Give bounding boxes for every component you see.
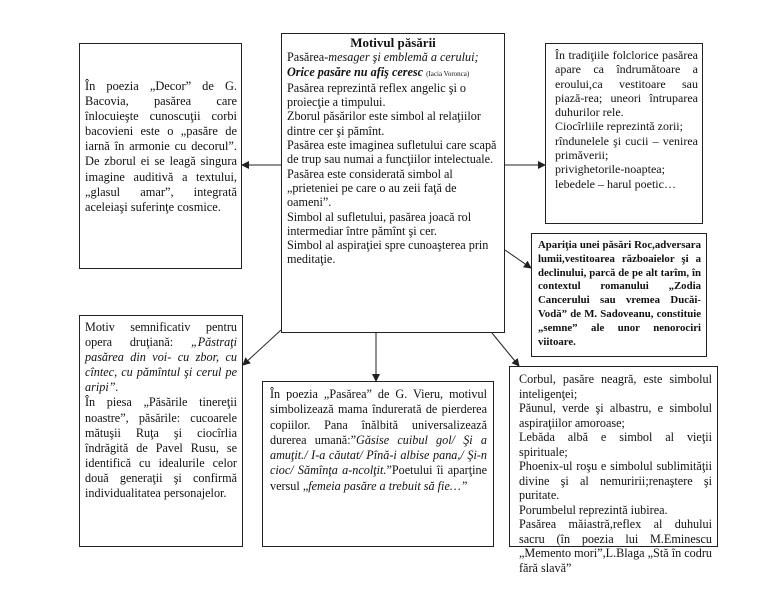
center-line-3: Pasărea reprezintă reflex angelic şi o proiecţie a timpului. xyxy=(287,80,466,110)
right-bottom-box xyxy=(509,366,718,575)
right-bottom-line-1: Corbul, pasăre neagră, este simbolul inteligenţei; xyxy=(519,372,712,401)
left-bottom-quote: „Păstraţi pasărea din voi- cu zbor, cu cîntec, cu pămîntul şi cerul pe aripi”. xyxy=(85,335,237,395)
center-line-8: Simbol al aspiraţiei spre cunoaşterea prin meditaţie. xyxy=(287,238,489,267)
center-title: Motivul păsării xyxy=(350,35,436,50)
left-top-box xyxy=(79,43,242,269)
center-box xyxy=(281,33,505,333)
right-top-line-3: rîndunelele şi cucii – venirea primăverii; xyxy=(555,133,698,163)
center-bottom-text-2: ”Poetului îi aparţine versul „ xyxy=(270,463,487,493)
center-line-2 xyxy=(287,65,499,81)
left-bottom-box xyxy=(79,315,243,547)
right-top-line-1: În tradiţiile folclorice pasărea apare ca îndrumătoare a eroului,ca vestitoare sau piază-rea; uneori întruparea duhurilor rele. xyxy=(555,48,698,120)
center-line-2-bold: Orice pasăre nu afiş ceresc xyxy=(287,64,424,79)
right-middle-box xyxy=(531,233,707,357)
right-top-line-4: privighetorile-noaptea; xyxy=(555,162,665,177)
right-top-line-5: lebedele – harul poetic… xyxy=(555,176,676,191)
right-bottom-line-5: Porumbelul reprezintă iubirea. xyxy=(519,502,668,517)
right-top-box xyxy=(545,43,703,224)
right-bottom-line-4: Phoenix-ul roşu e simbolul sublimităţii divine şi al nemuririi;renaştere şi puritate. xyxy=(519,459,712,502)
center-bottom-box xyxy=(262,381,494,547)
center-bottom-text-1: În poezia „Pasărea” de G. Vieru, motivul simbolizează mama îndurerată de pierderea copiilor. Pana înălbită universalizează durerea umană:” xyxy=(270,387,487,447)
right-bottom-line-3: Lebăda albă e simbol al vieţii spirituale; xyxy=(519,430,712,459)
center-line-1-b: mesager şi emblemă a cerului; xyxy=(328,50,479,65)
center-line-5: Pasărea este imaginea sufletului care scapă de trup sau numai a funcţiilor intelectuale. xyxy=(287,138,497,167)
right-bottom-line-6: Pasărea măiastră,reflex al duhului sacru (în poezia lui M.Eminescu „Memento mori”,L.Blaga „Stă în codru fără slavă” xyxy=(519,517,712,575)
center-bottom-quote-2: femeia pasăre a trebuit să fie…” xyxy=(308,478,468,493)
center-bottom-quote-1: Găsise cuibul gol/ Şi a amuţit./ I-a căutat/ Pînă-i albise pana,/ Şi-n cioc/ Sămînţa a-ncolţit. xyxy=(270,432,487,478)
right-bottom-line-2: Păunul, verde şi albastru, e simbolul aspiraţiilor amoroase; xyxy=(519,401,712,430)
center-line-1-a: Pasărea- xyxy=(287,50,329,65)
left-bottom-text: În piesa „Păsările tinereţii noastre”, păsările: cucoarele mătuşii Ruţa şi ciocîrlia îndrăgită de Pavel Rusu, se identifică cu idealurile celor două generaţii şi confirmă individualitatea personajelor. xyxy=(85,395,237,501)
arrow-to-left-bottom xyxy=(243,330,281,365)
arrow-to-right-middle xyxy=(505,250,531,268)
left-bottom-intro xyxy=(85,320,237,395)
arrow-to-right-bottom xyxy=(492,333,519,366)
right-top-line-2: Ciocîrliile reprezintă zorii; xyxy=(555,119,683,134)
center-bottom-text xyxy=(270,387,487,494)
center-line-7: Simbol al sufletului, pasărea joacă rol intermediar între pămînt şi cer. xyxy=(287,209,472,238)
left-top-text: În poezia „Decor” de G. Bacovia, pasărea care înlocuieşte cunoscuţii corbi bacovieni este o „pasăre de iarnă în armonie cu decorul”. De zborul ei se leagă singura imagine auditivă a textului, „glasul amar”, integrată aceleiaşi suferinţe cosmice. xyxy=(85,79,237,214)
left-bottom-intro-text: Motiv semnificativ pentru opera druţiană: xyxy=(85,320,237,350)
center-line-2-source: (Iacia Voronca) xyxy=(426,69,470,78)
right-middle-text: Apariţia unei păsări Roc,adversara lumii,vestitoarea războaielor şi a declinului, parcă de pe alt tarîm, în contextul romanului „Zodia Cancerului sau vremea Ducăi-Vodă” de M. Sadoveanu, constituie „semne” ale unor nenorociri viitoare. xyxy=(538,239,701,348)
center-line-6: Pasărea este considerată simbol al „prieteniei pe care o au zeii faţă de oameni”. xyxy=(287,166,457,210)
center-line-1 xyxy=(287,50,499,64)
center-line-4: Zborul păsărilor este simbol al relaţiilor dintre cer şi pămînt. xyxy=(287,109,481,138)
